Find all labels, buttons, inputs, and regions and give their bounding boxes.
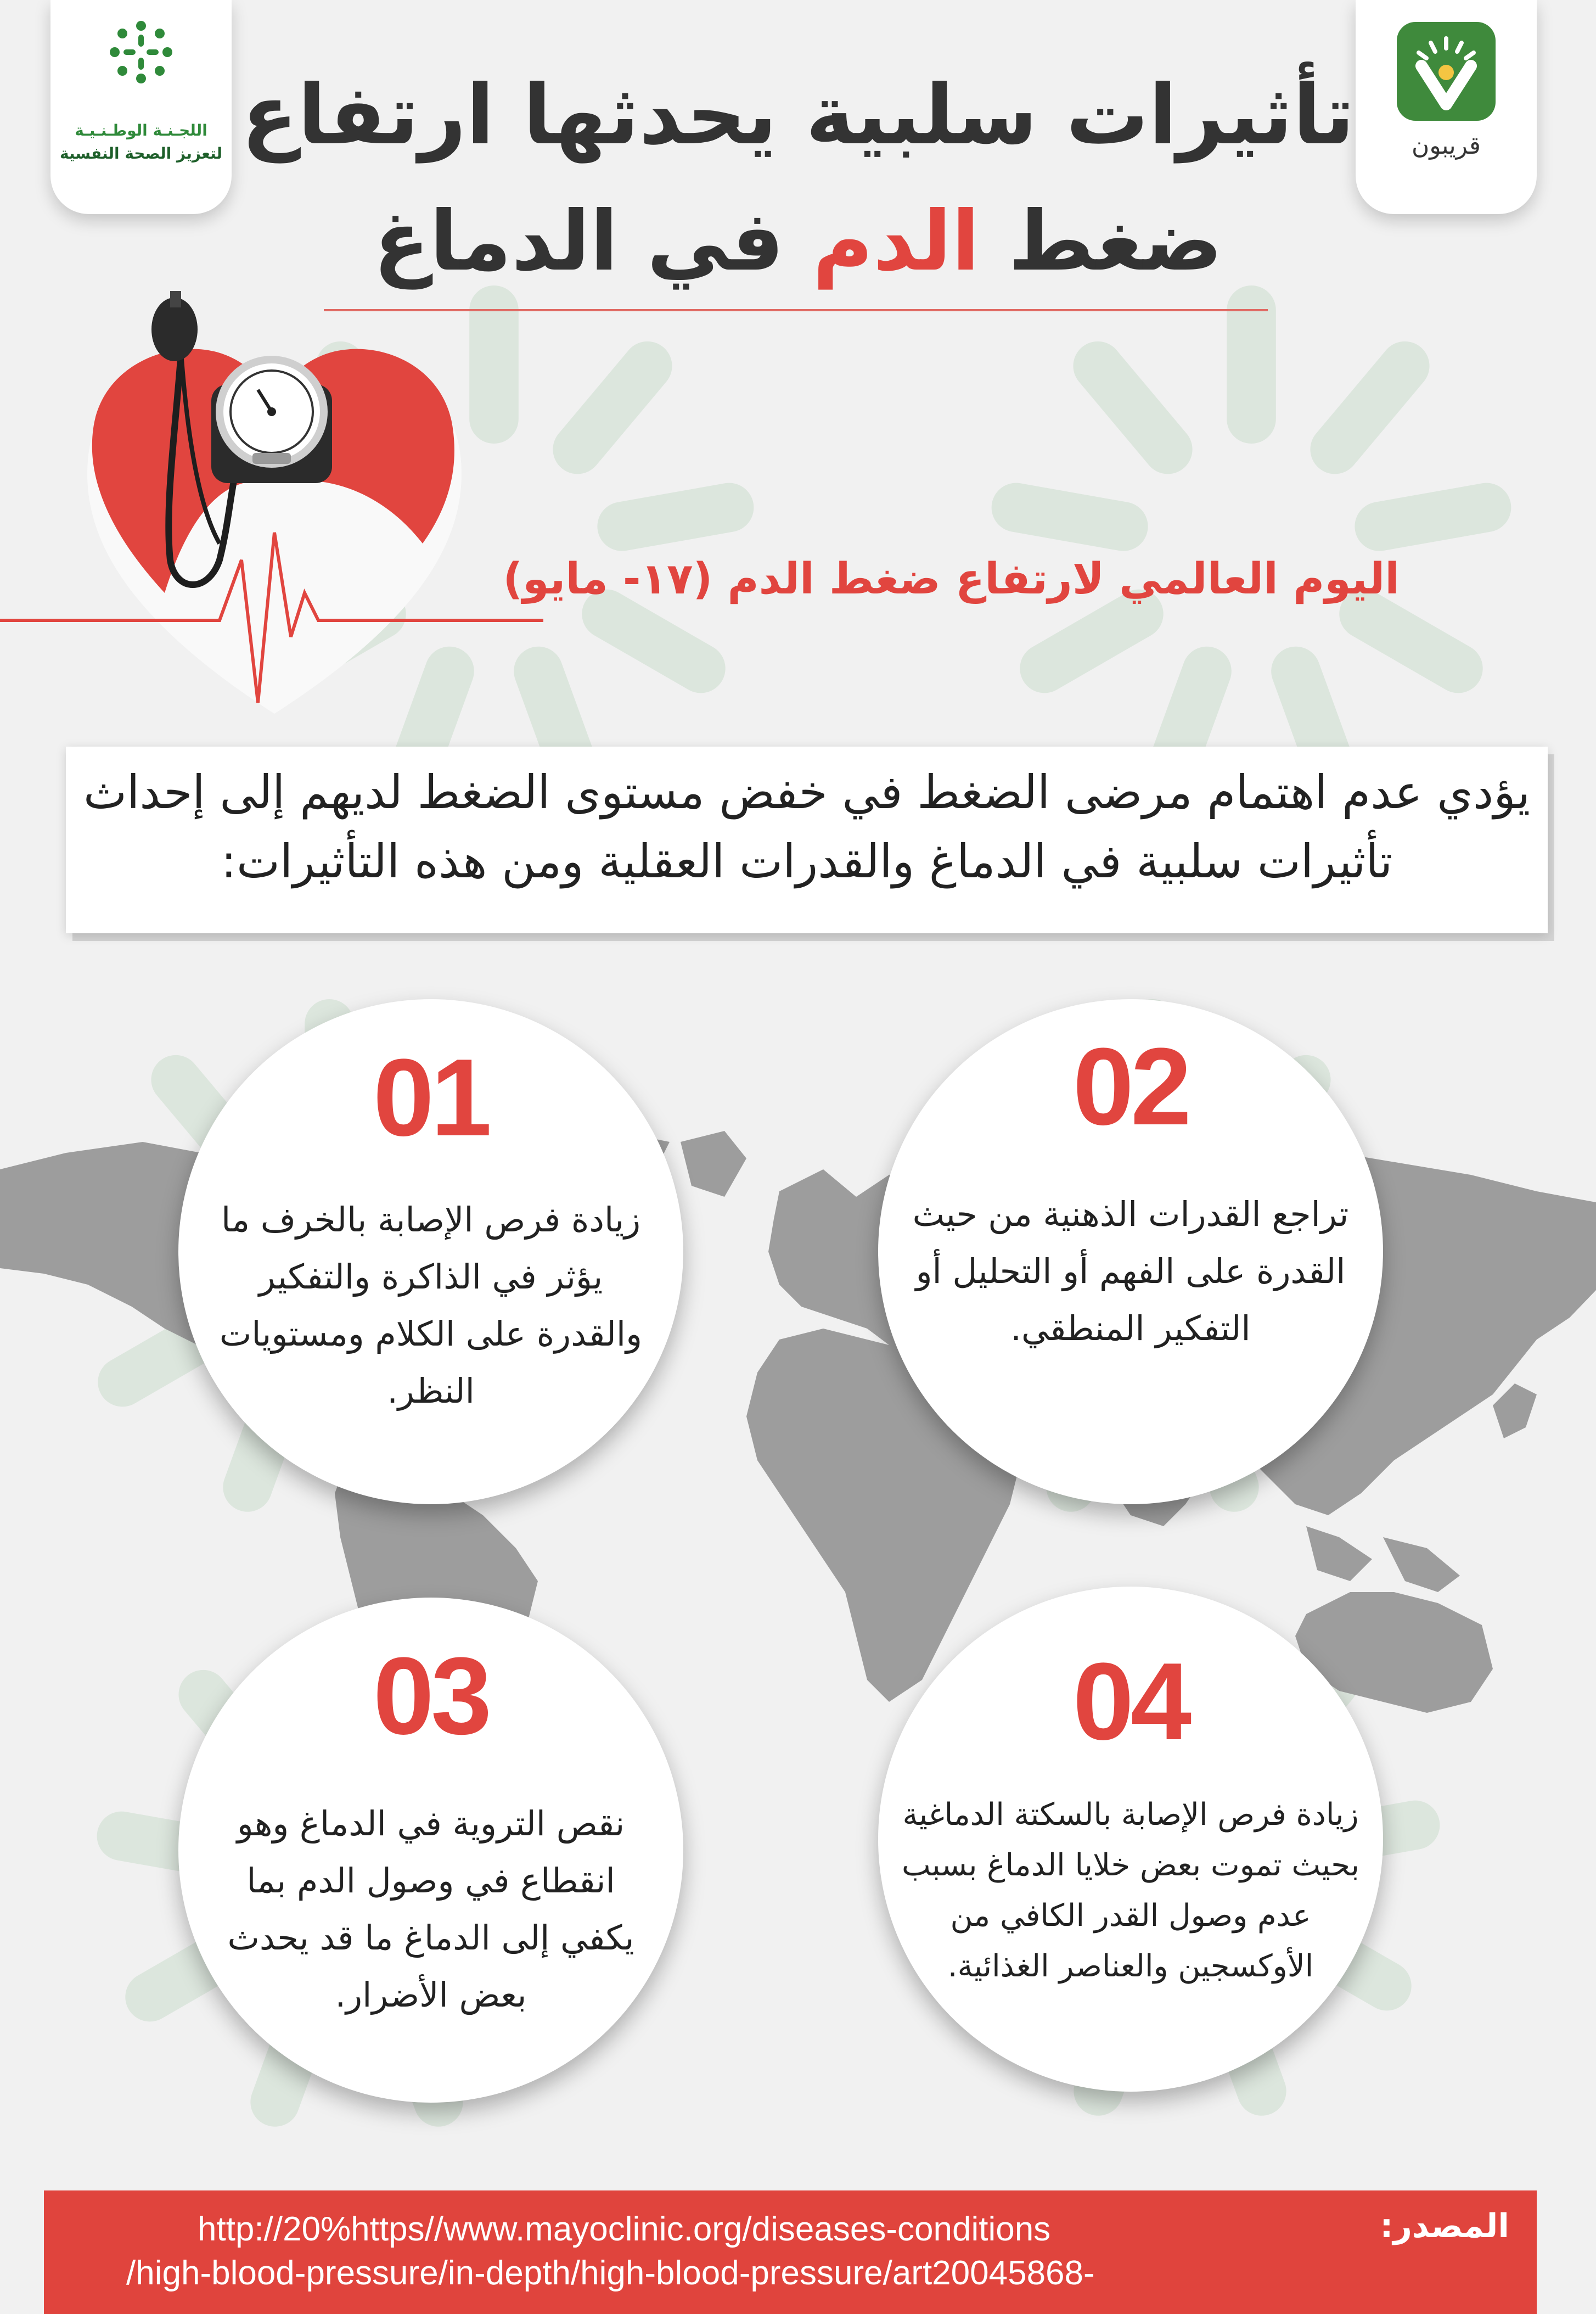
effect-text-03: نقص التروية في الدماغ وهو انقطاع في وصول الدم بما يكفي إلى الدماغ ما قد يحدث بعض الأضرار. [227,1803,634,2015]
effect-number-02: 02 [1072,1026,1189,1148]
intro-text: يؤدي عدم اهتمام مرضى الضغط في خفض مستوى الضغط لديهم إلى إحداث تأثيرات سلبية في الدماغ والقدرات العقلية ومن هذه التأثيرات: [83,765,1531,888]
effect-number-01: 01 [373,1036,489,1159]
committee-name-line1: اللجـنـة الوطـنـيـة [75,121,207,139]
effect-number-03: 03 [373,1635,489,1757]
title-part1: ضغط [980,194,1223,289]
qariboon-label: قريبون [1412,132,1481,160]
committee-name-line2: لتعزيز الصحة النفسية [59,144,223,163]
page-title-line2 [0,192,1596,291]
event-date-text: اليوم العالمي لارتفاع ضغط الدم (١٧- مايو) [503,554,1400,604]
source-url-line2[interactable]: /high-blood-pressure/in-depth/high-blood-pressure/art20045868- [126,2254,1095,2292]
effect-text-04: زيادة فرص الإصابة بالسكتة الدماغية بحيث تموت بعض خلايا الدماغ بسبب عدم وصول القدر الكافي من الأوكسجين والعناصر الغذائية. [901,1797,1360,1984]
effect-text-02: تراجع القدرات الذهنية من حيث القدرة على الفهم أو التحليل أو التفكير المنطقي. [912,1194,1349,1348]
title-highlight: الدم [812,194,980,289]
effect-number-04: 04 [1072,1640,1189,1763]
heart-blood-pressure-gauge-icon [0,285,549,747]
effect-text-01: زيادة فرص الإصابة بالخرف ما يؤثر في الذاكرة والتفكير والقدرة على الكلام ومستويات النظر. [219,1200,643,1411]
source-url-line1[interactable]: http://20%https//www.mayoclinic.org/diseases-conditions [198,2210,1051,2248]
source-bar [44,2190,1537,2314]
source-label: المصدر: [1380,2207,1509,2245]
title-part2: في الدماغ [373,194,813,289]
page-title-line1: تأثيرات سلبية يحدثها ارتفاع [241,68,1355,163]
